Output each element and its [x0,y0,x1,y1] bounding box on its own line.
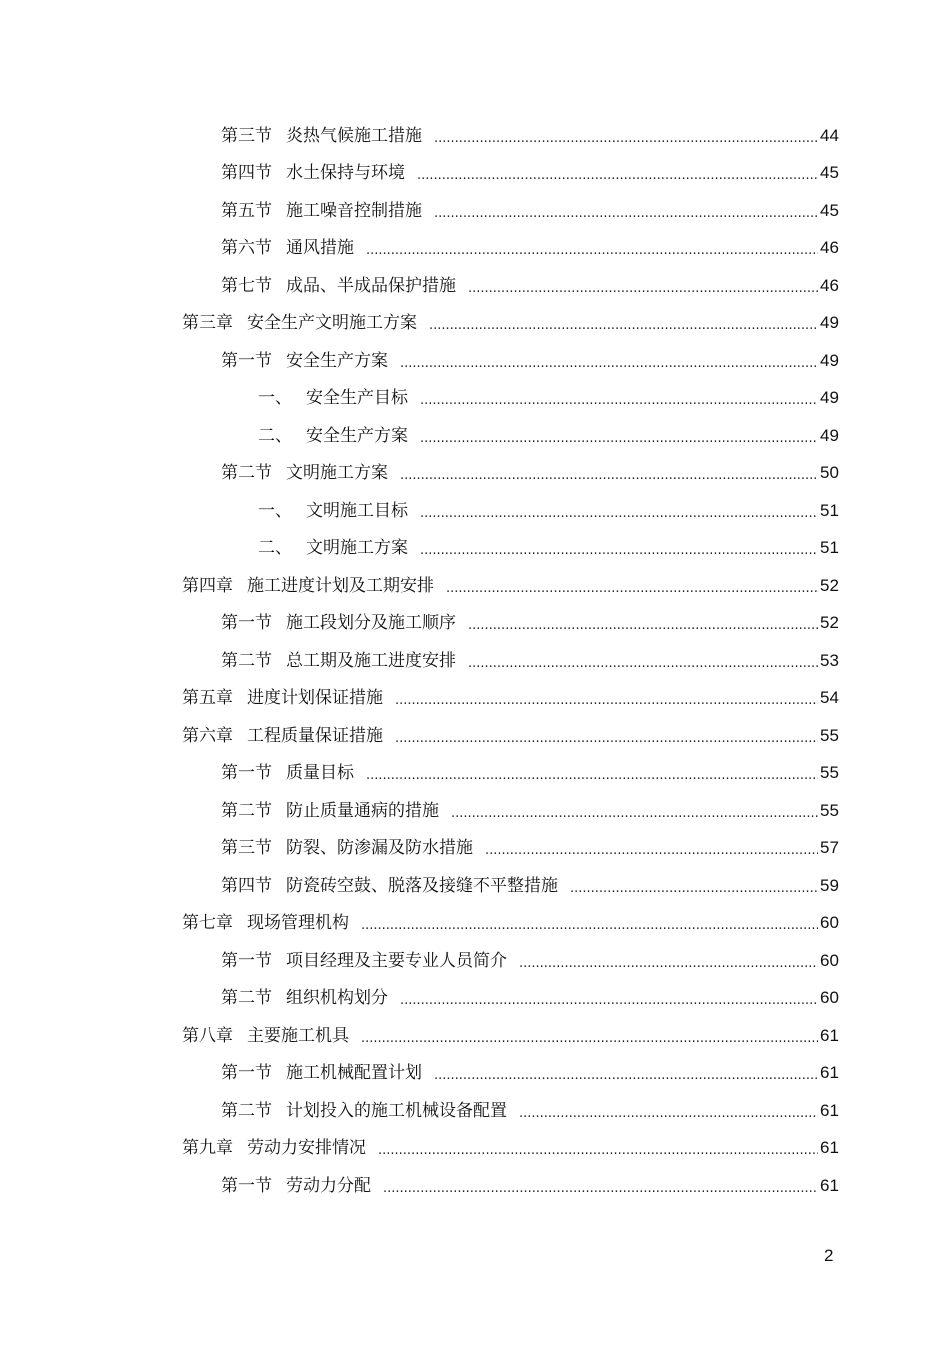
toc-entry-page: 61 [820,1138,839,1158]
toc-entry-title: 组织机构划分 [286,988,388,1009]
toc-section-entry[interactable] [0,267,950,305]
toc-dot-leader [361,1026,818,1046]
toc-entry-page: 49 [820,425,839,445]
toc-entry-page: 61 [820,1175,839,1195]
toc-entry-title: 施工进度计划及工期安排 [247,575,434,596]
toc-subsection-entry[interactable] [0,530,950,568]
toc-entry-number: 第二节 [221,463,272,484]
toc-entry-page: 55 [820,800,839,820]
toc-entry-number: 第二节 [221,1100,272,1121]
toc-entry-page: 60 [820,988,839,1008]
toc-entry-title: 工程质量保证措施 [247,725,383,746]
toc-dot-leader [429,313,818,333]
toc-entry-number: 第一节 [221,950,272,971]
toc-entry-title: 文明施工方案 [286,463,388,484]
toc-entry-title: 现场管理机构 [247,913,349,934]
toc-dot-leader [434,201,818,221]
toc-entry-title: 总工期及施工进度安排 [286,650,456,671]
toc-dot-leader [400,988,818,1008]
toc-dot-leader [383,1176,818,1196]
toc-chapter-entry[interactable] [0,1130,950,1168]
toc-entry-number: 第一节 [221,350,272,371]
toc-subsection-entry[interactable] [0,417,950,455]
toc-entry-page: 59 [820,875,839,895]
toc-dot-leader [366,238,818,258]
toc-entry-page: 54 [820,688,839,708]
toc-section-entry[interactable] [0,642,950,680]
toc-section-entry[interactable] [0,755,950,793]
toc-entry-title: 成品、半成品保护措施 [286,275,456,296]
toc-entry-title: 防瓷砖空鼓、脱落及接缝不平整措施 [286,875,558,896]
toc-subsection-entry[interactable] [0,380,950,418]
toc-entry-number: 二、 [258,425,292,446]
toc-entry-page: 46 [820,275,839,295]
toc-entry-number: 第四节 [221,875,272,896]
toc-dot-leader [366,763,818,783]
toc-entry-page: 46 [820,238,839,258]
toc-entry-number: 第二节 [221,650,272,671]
toc-chapter-entry[interactable] [0,305,950,343]
toc-dot-leader [434,126,818,146]
toc-entry-title: 施工段划分及施工顺序 [286,613,456,634]
toc-dot-leader [420,538,818,558]
toc-dot-leader [400,463,818,483]
toc-chapter-entry[interactable] [0,717,950,755]
toc-entry-number: 第八章 [182,1025,233,1046]
page-number: 2 [824,1246,834,1265]
toc-dot-leader [446,576,818,596]
toc-entry-number: 第九章 [182,1138,233,1159]
toc-section-entry[interactable] [0,980,950,1018]
toc-entry-number: 二、 [258,538,292,559]
toc-entry-number: 一、 [258,500,292,521]
toc-dot-leader [485,838,818,858]
toc-entry-page: 51 [820,500,839,520]
toc-section-entry[interactable] [0,342,950,380]
toc-entry-title: 水土保持与环境 [286,163,405,184]
toc-entry-page: 61 [820,1100,839,1120]
toc-section-entry[interactable] [0,605,950,643]
toc-entry-number: 第六节 [221,238,272,259]
toc-entry-page: 60 [820,950,839,970]
toc-dot-leader [570,876,818,896]
toc-entry-page: 52 [820,613,839,633]
toc-section-entry[interactable] [0,1055,950,1093]
toc-entry-page: 51 [820,538,839,558]
toc-chapter-entry[interactable] [0,905,950,943]
toc-dot-leader [361,913,818,933]
toc-entry-title: 防止质量通病的措施 [286,800,439,821]
table-of-contents [0,117,950,1205]
toc-section-entry[interactable] [0,830,950,868]
toc-chapter-entry[interactable] [0,1017,950,1055]
toc-entry-number: 第三节 [221,125,272,146]
toc-entry-page: 55 [820,763,839,783]
toc-entry-number: 第七节 [221,275,272,296]
toc-chapter-entry[interactable] [0,567,950,605]
toc-entry-number: 第四章 [182,575,233,596]
toc-entry-page: 49 [820,350,839,370]
toc-entry-page: 61 [820,1025,839,1045]
toc-entry-title: 安全生产目标 [306,388,408,409]
toc-entry-number: 第三节 [221,838,272,859]
toc-entry-page: 50 [820,463,839,483]
toc-dot-leader [434,1063,818,1083]
toc-section-entry[interactable] [0,942,950,980]
toc-section-entry[interactable] [0,867,950,905]
toc-entry-number: 第六章 [182,725,233,746]
toc-entry-number: 一、 [258,388,292,409]
toc-entry-title: 防裂、防渗漏及防水措施 [286,838,473,859]
toc-entry-title: 质量目标 [286,763,354,784]
toc-section-entry[interactable] [0,230,950,268]
toc-entry-number: 第一节 [221,1175,272,1196]
toc-section-entry[interactable] [0,455,950,493]
toc-chapter-entry[interactable] [0,680,950,718]
toc-dot-leader [468,651,818,671]
toc-entry-number: 第七章 [182,913,233,934]
toc-entry-title: 劳动力安排情况 [247,1138,366,1159]
toc-entry-title: 施工噪音控制措施 [286,200,422,221]
toc-section-entry[interactable] [0,155,950,193]
toc-entry-number: 第一节 [221,763,272,784]
toc-entry-number: 第一节 [221,613,272,634]
toc-entry-page: 45 [820,163,839,183]
toc-entry-title: 计划投入的施工机械设备配置 [286,1100,507,1121]
toc-dot-leader [395,726,818,746]
toc-entry-page: 44 [820,125,839,145]
toc-entry-page: 61 [820,1063,839,1083]
toc-section-entry[interactable] [0,1092,950,1130]
toc-entry-title: 安全生产文明施工方案 [247,313,417,334]
toc-dot-leader [451,801,818,821]
toc-entry-number: 第四节 [221,163,272,184]
toc-entry-number: 第二节 [221,800,272,821]
toc-entry-page: 49 [820,313,839,333]
toc-entry-page: 52 [820,575,839,595]
toc-entry-title: 施工机械配置计划 [286,1063,422,1084]
toc-entry-page: 55 [820,725,839,745]
toc-dot-leader [417,163,818,183]
toc-dot-leader [519,1101,818,1121]
toc-entry-title: 文明施工方案 [306,538,408,559]
toc-dot-leader [420,426,818,446]
toc-section-entry[interactable] [0,117,950,155]
toc-section-entry[interactable] [0,192,950,230]
toc-entry-title: 文明施工目标 [306,500,408,521]
toc-entry-title: 劳动力分配 [286,1175,371,1196]
toc-entry-number: 第三章 [182,313,233,334]
toc-section-entry[interactable] [0,792,950,830]
toc-entry-title: 主要施工机具 [247,1025,349,1046]
toc-subsection-entry[interactable] [0,492,950,530]
toc-dot-leader [468,613,818,633]
toc-dot-leader [378,1138,818,1158]
toc-entry-title: 安全生产方案 [306,425,408,446]
toc-entry-page: 60 [820,913,839,933]
toc-dot-leader [420,388,818,408]
toc-section-entry[interactable] [0,1167,950,1205]
toc-entry-title: 进度计划保证措施 [247,688,383,709]
toc-dot-leader [468,276,818,296]
toc-dot-leader [420,501,818,521]
toc-entry-number: 第二节 [221,988,272,1009]
toc-entry-title: 安全生产方案 [286,350,388,371]
toc-dot-leader [395,688,818,708]
toc-entry-number: 第五章 [182,688,233,709]
toc-entry-title: 项目经理及主要专业人员简介 [286,950,507,971]
toc-entry-title: 通风措施 [286,238,354,259]
toc-entry-page: 45 [820,200,839,220]
toc-entry-title: 炎热气候施工措施 [286,125,422,146]
toc-dot-leader [519,951,818,971]
toc-entry-number: 第一节 [221,1063,272,1084]
toc-entry-page: 57 [820,838,839,858]
toc-dot-leader [400,351,818,371]
toc-entry-page: 49 [820,388,839,408]
toc-entry-number: 第五节 [221,200,272,221]
toc-entry-page: 53 [820,650,839,670]
